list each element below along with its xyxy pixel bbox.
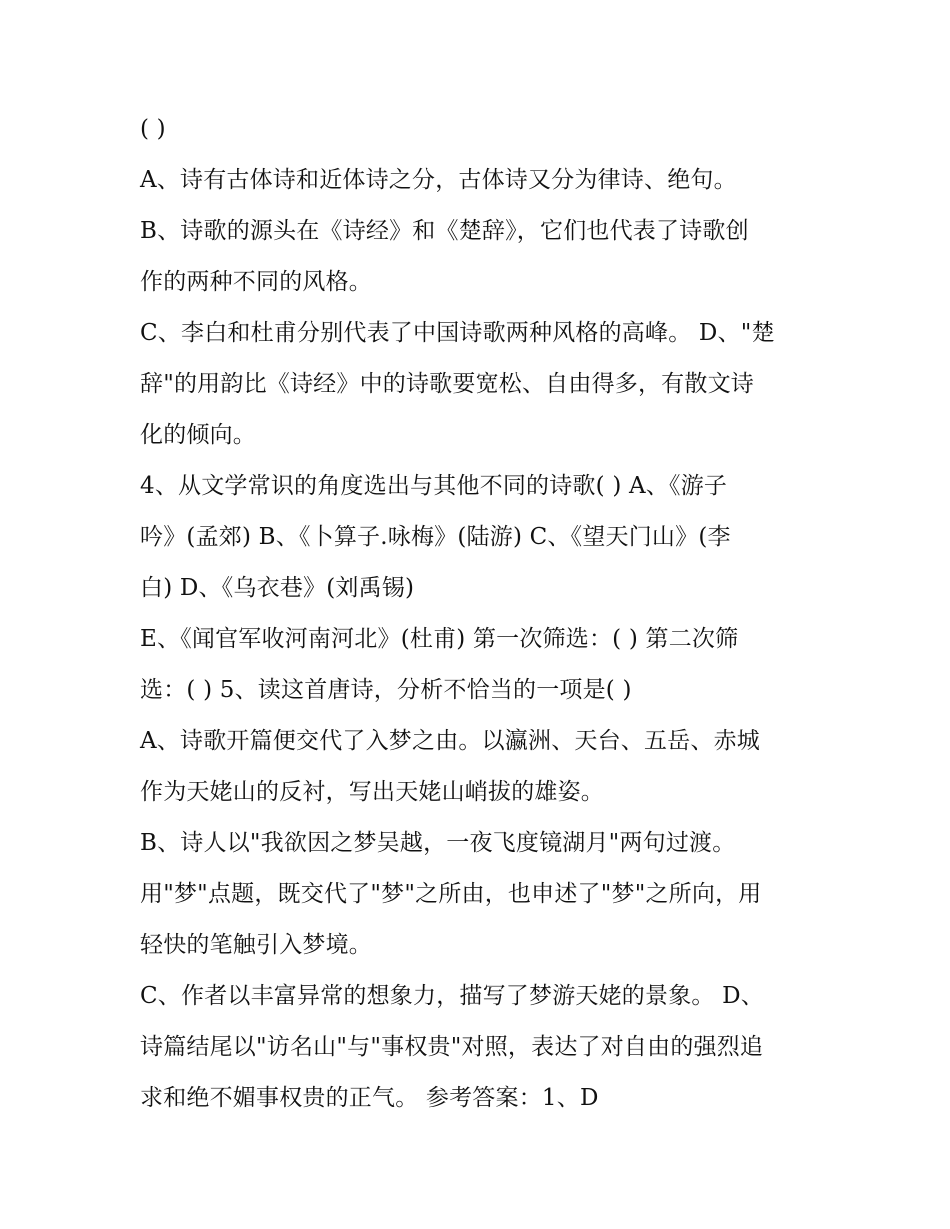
- text-line: A、诗有古体诗和近体诗之分，古体诗又分为律诗、绝句。: [140, 167, 737, 193]
- text-line: 白) D、《乌衣巷》(刘禹锡): [140, 575, 415, 601]
- text-line: C、作者以丰富异常的想象力，描写了梦游天姥的景象。 D、: [140, 983, 764, 1009]
- text-line: A、诗歌开篇便交代了入梦之由。以瀛洲、天台、五岳、赤城: [140, 728, 761, 754]
- text-line: ( ): [140, 116, 166, 142]
- text-line: 辞"的用韵比《诗经》中的诗歌要宽松、自由得多，有散文诗: [140, 371, 754, 397]
- text-line: E、《闻官军收河南河北》(杜甫) 第一次筛选：( ) 第二次筛: [140, 626, 739, 652]
- text-line: B、诗歌的源头在《诗经》和《楚辞》，它们也代表了诗歌创: [140, 218, 749, 244]
- text-line: 作的两种不同的风格。: [140, 269, 372, 295]
- text-line: 诗篇结尾以"访名山"与"事权贵"对照，表达了对自由的强烈追: [140, 1034, 764, 1060]
- document-body: [140, 104, 820, 1124]
- text-line: 作为天姥山的反衬，写出天姥山峭拔的雄姿。: [140, 779, 604, 805]
- text-line: 4、从文学常识的角度选出与其他不同的诗歌( ) A、《游子: [140, 473, 728, 499]
- text-line: 轻快的笔触引入梦境。: [140, 932, 372, 958]
- text-line: 选：( ) 5、读这首唐诗，分析不恰当的一项是( ): [140, 677, 632, 703]
- text-line: 用"梦"点题，既交代了"梦"之所由，也申述了"梦"之所向，用: [140, 881, 762, 907]
- text-line: 吟》(孟郊) B、《卜算子.咏梅》(陆游) C、《望天门山》(李: [140, 524, 731, 550]
- text-line: B、诗人以"我欲因之梦吴越，一夜飞度镜湖月"两句过渡。: [140, 830, 736, 856]
- text-line: C、李白和杜甫分别代表了中国诗歌两种风格的高峰。 D、"楚: [140, 320, 775, 346]
- text-line: 化的倾向。: [140, 422, 256, 448]
- text-line: 求和绝不媚事权贵的正气。 参考答案：1、D: [140, 1085, 599, 1111]
